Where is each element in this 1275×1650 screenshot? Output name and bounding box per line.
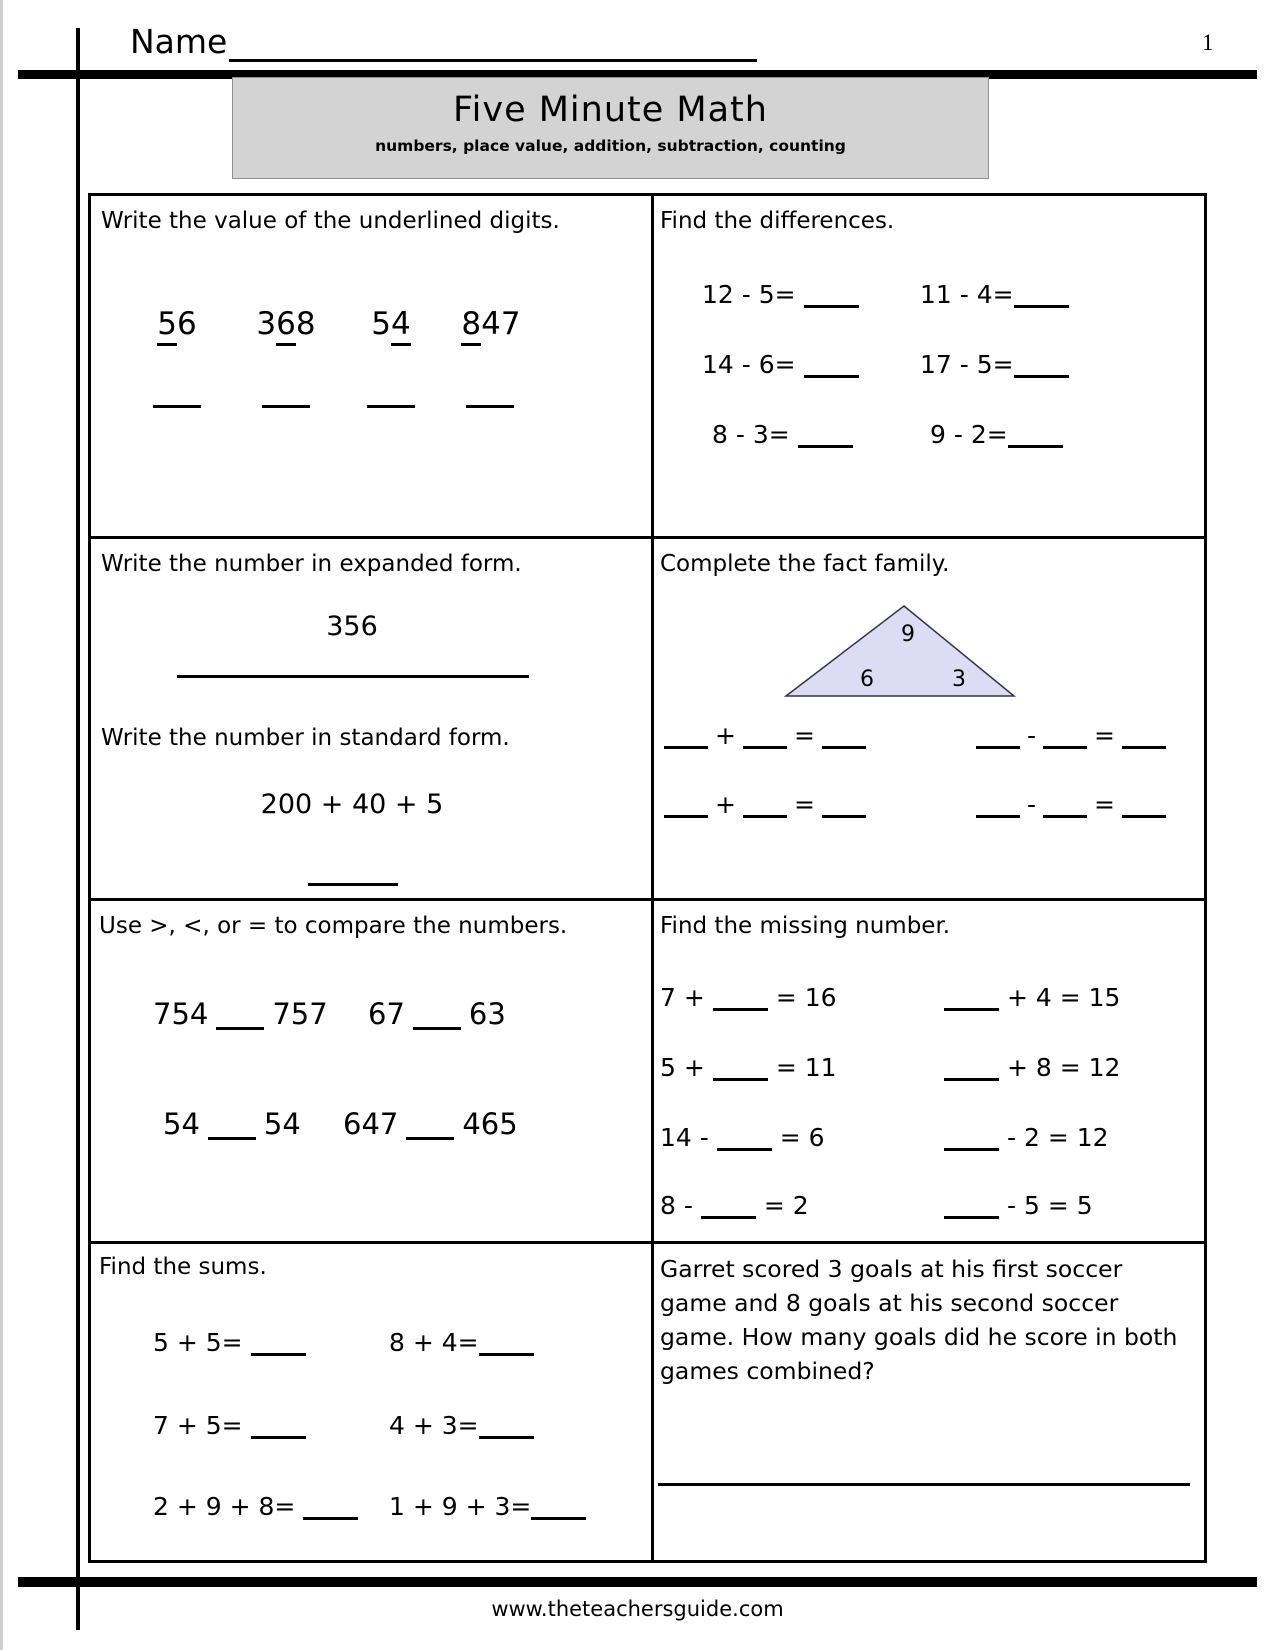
answer-blank — [308, 883, 398, 886]
answer-blank — [1014, 281, 1069, 308]
underlined-digit: 8 — [461, 306, 481, 346]
answer-blank — [743, 722, 787, 749]
triangle-right-number: 3 — [952, 667, 966, 692]
given-number: 356 — [326, 611, 378, 642]
answer-blank — [216, 999, 264, 1030]
footer-url: www.theteachersguide.com — [491, 1597, 784, 1621]
problem: 4 + 3= — [389, 1411, 534, 1440]
section-sums — [91, 1244, 654, 1560]
answer-blank — [976, 722, 1020, 749]
answer-blank — [798, 421, 853, 448]
problem: 8 - = 2 — [660, 1191, 809, 1220]
answer-blank — [479, 1412, 534, 1439]
answer-blank — [208, 1109, 256, 1140]
underlined-number: 847 — [436, 306, 546, 342]
underlined-digit: 5 — [157, 306, 177, 346]
answer-blank — [251, 1412, 306, 1439]
problem: 5 + = 11 — [660, 1053, 837, 1082]
problem: 7 + = 16 — [660, 983, 837, 1012]
instruction: Complete the fact family. — [660, 551, 950, 577]
underlined-number: 56 — [122, 306, 232, 342]
answer-blank — [804, 281, 859, 308]
worksheet-header — [232, 77, 989, 179]
problems-grid — [88, 193, 1207, 1563]
answer-blank — [743, 791, 787, 818]
answer-blank — [177, 675, 529, 678]
answer-blank — [1043, 722, 1087, 749]
instruction: Use >, <, or = to compare the numbers. — [99, 913, 568, 939]
problem: 54 54 — [163, 1107, 301, 1141]
underlined-number: 368 — [231, 306, 341, 342]
triangle-top-number: 9 — [901, 622, 915, 647]
answer-blank — [1008, 421, 1063, 448]
answer-blank — [804, 351, 859, 378]
section-missing-number — [654, 901, 1204, 1244]
word-problem-text: Garret scored 3 goals at his first soccer game and 8 goals at his second soccer game. How many goals did he score in both games combined? — [660, 1255, 1178, 1385]
problem: + 4 = 15 — [944, 983, 1120, 1012]
answer-blank — [713, 1054, 768, 1081]
answer-blank — [1014, 351, 1069, 378]
answer-blank — [944, 1054, 999, 1081]
answer-blank — [822, 791, 866, 818]
answer-blank — [822, 722, 866, 749]
answer-blank — [713, 984, 768, 1011]
problem: 7 + 5= — [153, 1411, 306, 1440]
given-expanded-number: 200 + 40 + 5 — [260, 789, 444, 820]
fact-equation: + = — [664, 721, 866, 750]
instruction: Write the number in expanded form. — [101, 551, 522, 577]
answer-blank — [664, 791, 708, 818]
answer-blank — [1043, 791, 1087, 818]
section-compare — [91, 901, 654, 1244]
instruction: Write the number in standard form. — [101, 725, 510, 751]
underlined-digit: 4 — [391, 306, 411, 346]
answer-blank — [262, 405, 310, 408]
answer-blank — [251, 1329, 306, 1356]
answer-blank — [479, 1329, 534, 1356]
problem: 1 + 9 + 3= — [389, 1492, 586, 1521]
problem: 2 + 9 + 8= — [153, 1492, 358, 1521]
name-row — [130, 22, 757, 62]
underlined-digit: 6 — [276, 306, 296, 346]
section-expanded-form — [91, 539, 654, 901]
answer-blank — [717, 1124, 772, 1151]
answer-blank — [303, 1493, 358, 1520]
fact-equation: - = — [976, 721, 1166, 750]
answer-blank — [153, 405, 201, 408]
instruction: Find the missing number. — [660, 913, 951, 939]
problem: 67 63 — [368, 997, 506, 1031]
fact-triangle-shape — [786, 606, 1014, 696]
scan-edge — [0, 0, 3, 1650]
bottom-rule — [18, 1577, 1257, 1587]
fact-equation: + = — [664, 790, 866, 819]
section-differences — [654, 196, 1204, 539]
worksheet-subtitle: numbers, place value, addition, subtraction, counting — [375, 137, 846, 155]
problem: 8 + 4= — [389, 1328, 534, 1357]
section-underlined-digits — [91, 196, 654, 539]
answer-blank — [1122, 722, 1166, 749]
name-blank-line — [229, 23, 757, 62]
problem: 754 757 — [153, 997, 328, 1031]
section-word-problem — [654, 1244, 1204, 1560]
problem: 17 - 5= — [920, 350, 1069, 379]
section-fact-family — [654, 539, 1204, 901]
problem: 14 - = 6 — [660, 1123, 825, 1152]
instruction: Find the differences. — [660, 208, 895, 234]
problem: - 2 = 12 — [944, 1123, 1109, 1152]
answer-blank — [367, 405, 415, 408]
fact-equation: - = — [976, 790, 1166, 819]
margin-line — [76, 28, 80, 1630]
answer-blank — [531, 1493, 586, 1520]
page-number: 1 — [1202, 30, 1214, 55]
instruction: Write the value of the underlined digits. — [101, 208, 560, 234]
answer-blank — [976, 791, 1020, 818]
answer-blank — [944, 1192, 999, 1219]
problem: 5 + 5= — [153, 1328, 306, 1357]
worksheet-title: Five Minute Math — [453, 90, 768, 130]
answer-blank — [413, 999, 461, 1030]
instruction: Find the sums. — [99, 1254, 267, 1280]
answer-blank — [944, 1124, 999, 1151]
answer-blank — [944, 984, 999, 1011]
problem: 11 - 4= — [920, 280, 1069, 309]
answer-blank — [1122, 791, 1166, 818]
problem: + 8 = 12 — [944, 1053, 1120, 1082]
underlined-number: 54 — [336, 306, 446, 342]
problem: 14 - 6= — [702, 350, 859, 379]
problem: 647 465 — [343, 1107, 518, 1141]
name-label: Name — [130, 22, 228, 61]
answer-blank — [658, 1483, 1190, 1486]
answer-blank — [701, 1192, 756, 1219]
problem: - 5 = 5 — [944, 1191, 1093, 1220]
problem: 12 - 5= — [702, 280, 859, 309]
answer-blank — [664, 722, 708, 749]
triangle-left-number: 6 — [860, 667, 874, 692]
answer-blank — [466, 405, 514, 408]
problem: 8 - 3= — [712, 420, 853, 449]
fact-triangle — [782, 603, 1018, 699]
answer-blank — [406, 1109, 454, 1140]
problem: 9 - 2= — [930, 420, 1063, 449]
